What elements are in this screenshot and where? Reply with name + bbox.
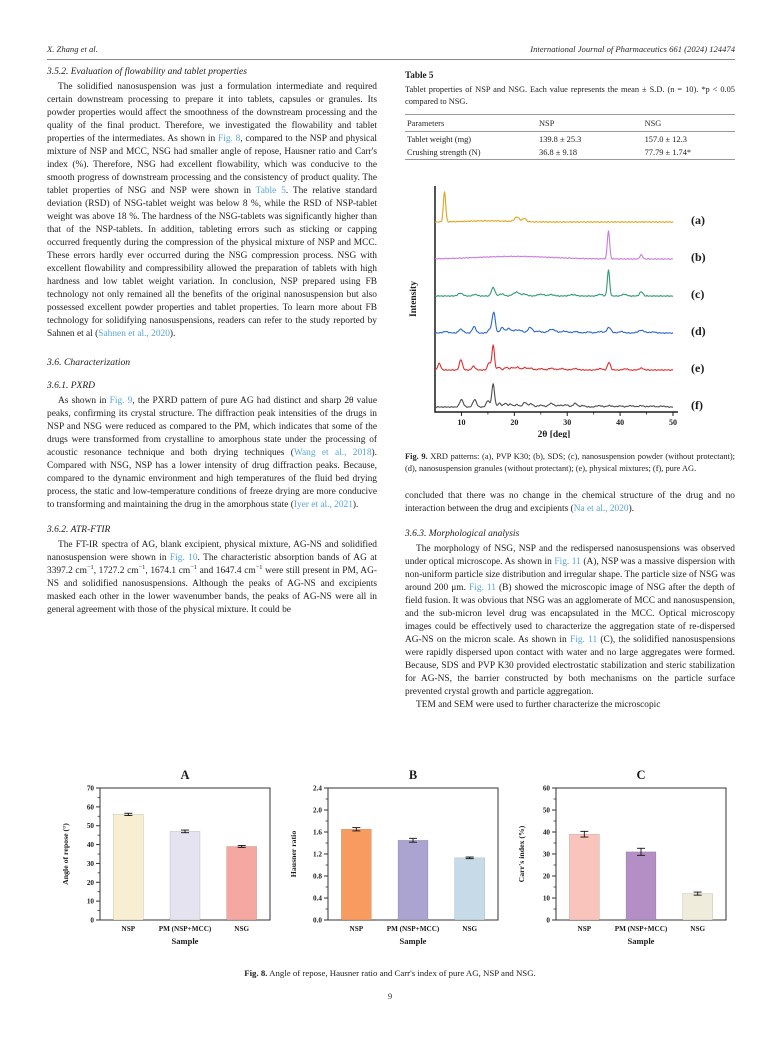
svg-text:NSG: NSG xyxy=(690,925,706,933)
page-number: 9 xyxy=(387,991,393,1001)
citation-link[interactable]: Fig. 8 xyxy=(218,134,241,144)
svg-text:20: 20 xyxy=(86,878,94,887)
svg-text:0.4: 0.4 xyxy=(313,894,322,903)
svg-text:Sample: Sample xyxy=(171,936,199,946)
svg-text:0: 0 xyxy=(546,916,550,925)
figure9-caption: Fig. 9. XRD patterns: (a), PVP K30; (b), SDS; (c), nanosuspension powder (without protectant); (d), nanosuspension granules (without protectant); (e), physical mixtures; (f), pure AG. xyxy=(405,452,735,473)
svg-text:PM (NSP+MCC): PM (NSP+MCC) xyxy=(614,925,668,933)
svg-text:50: 50 xyxy=(669,418,677,428)
table-cell: Crushing strength (N) xyxy=(407,148,481,158)
section-heading-3-6-3: 3.6.3. Morphological analysis xyxy=(405,528,520,539)
svg-text:30: 30 xyxy=(86,859,94,868)
citation-link[interactable]: Na et al., 2020 xyxy=(573,503,629,514)
svg-text:0: 0 xyxy=(90,916,94,925)
section-heading-3-6: 3.6. Characterization xyxy=(47,357,131,368)
section-heading-3-5-2: 3.5.2. Evaluation of flowability and tablet properties xyxy=(47,67,247,77)
svg-text:(c): (c) xyxy=(691,287,705,302)
section-heading-3-6-1: 3.6.1. PXRD xyxy=(47,381,96,391)
svg-text:NSP: NSP xyxy=(349,925,364,933)
svg-text:50: 50 xyxy=(542,806,550,815)
svg-text:50: 50 xyxy=(86,822,94,831)
table-cell: 139.8 ± 25.3 xyxy=(539,134,582,144)
svg-text:0.8: 0.8 xyxy=(313,872,322,881)
header-author: X. Zhang et al. xyxy=(47,44,98,54)
svg-text:10: 10 xyxy=(86,897,94,906)
svg-text:30: 30 xyxy=(563,418,572,428)
svg-text:B: B xyxy=(408,768,418,782)
svg-text:1.6: 1.6 xyxy=(313,828,322,837)
table5-column-header: NSP xyxy=(539,118,555,128)
svg-text:NSP: NSP xyxy=(121,925,136,933)
svg-text:2.4: 2.4 xyxy=(313,784,322,793)
table-row xyxy=(405,132,735,146)
svg-text:Carr's index (%): Carr's index (%) xyxy=(517,825,526,883)
svg-text:1.2: 1.2 xyxy=(313,850,322,859)
table-cell: 77.79 ± 1.74* xyxy=(644,148,692,158)
svg-text:(b): (b) xyxy=(691,250,706,265)
bar-chart-c xyxy=(514,766,736,963)
page-header xyxy=(47,44,735,54)
svg-text:10: 10 xyxy=(542,894,550,903)
svg-text:60: 60 xyxy=(86,803,94,812)
svg-text:PM (NSP+MCC): PM (NSP+MCC) xyxy=(386,925,440,933)
figure8-caption: Fig. 8. Angle of repose, Hausner ratio and Carr's index of pure AG, NSP and NSG. xyxy=(244,967,536,978)
bar-chart-b xyxy=(286,766,508,963)
table-cell: 36.8 ± 9.18 xyxy=(539,148,578,158)
svg-text:Sample: Sample xyxy=(399,936,427,946)
xrd-chart xyxy=(405,176,735,443)
two-column-body xyxy=(47,67,735,712)
svg-text:Sample: Sample xyxy=(627,936,655,946)
svg-text:A: A xyxy=(180,768,190,782)
svg-text:20: 20 xyxy=(542,872,550,881)
svg-text:10: 10 xyxy=(457,418,466,428)
svg-text:(d): (d) xyxy=(691,324,706,339)
table5-caption: Tablet properties of NSP and NSG. Each value represents the mean ± S.D. (n = 10). *p < 0.05 compared to NSG. xyxy=(405,85,735,106)
citation-link[interactable]: Fig. 11 xyxy=(554,556,581,567)
bar-chart-a xyxy=(58,766,280,963)
svg-text:0.0: 0.0 xyxy=(313,916,322,925)
svg-text:60: 60 xyxy=(542,784,550,793)
paragraph-continued: concluded that there was no change in the chemical structure of the drug and no interaction between the drug and excipients (Na et al., 2020). xyxy=(405,490,735,514)
figure9 xyxy=(405,176,735,443)
svg-text:NSG: NSG xyxy=(234,925,250,933)
svg-text:30: 30 xyxy=(542,850,550,859)
paragraph-3-6-1: As shown in Fig. 9, the PXRD pattern of pure AG had distinct and sharp 2θ value peaks, confirming its crystal structure. The diffraction peak intensities of the drugs in NSP and NSG were reduced as compared to the PM, which indicates that some of the drugs were transformed from crystalline to amorphous state under the processing of acoustic resonance technique and both drying techniques (Wang et al., 2018). Compared with NSG, NSP has a lower intensity of drug diffraction peaks. Because, compared to the dynamic environment and high temperatures of the fluid bed drying process, the static and low-temperature conditions of freeze drying are more conducive to transforming and maintaining the drug in the amorphous state (Iyer et al., 2021). xyxy=(47,396,377,510)
citation-link[interactable]: Wang et al., 2018 xyxy=(293,448,372,458)
table5-label: Table 5 xyxy=(405,70,434,80)
paragraph-3-6-3-b: TEM and SEM were used to further characterize the microscopic xyxy=(416,699,661,710)
svg-text:NSP: NSP xyxy=(577,925,592,933)
paragraph-3-6-3: The morphology of NSG, NSP and the redispersed nanosuspensions was observed under optical microscope. As shown in Fig. 11 (A), NSP was a massive dispersion with non-uniform particle size distribution and irregular shape. The particle size of NSG was around 200 μm. Fig. 11 (B) showed the microscopic image of NSG after the depth of field fusion. It was obvious that NSG was an agglomerate of MCC and nanosuspension, and the sub-micron level drug was encapsulated in the MCC. Optical microscopy images could be effectively used to characterize the aggregation state of re-dispersed AG-NS on the micron scale. As shown in Fig. 11 (C), the solidified nanosuspensions were rapidly dispersed upon contact with water and no large aggregates were formed. Because, SDS and PVP K30 provided electrostatic stabilization and steric stabilization for AG-NS, the barrier constructed by both mechanisms on the particle surface prevented crystal growth and particle aggregation. xyxy=(405,543,735,697)
table-cell: Tablet weight (mg) xyxy=(407,134,472,144)
citation-link[interactable]: Table 5 xyxy=(255,186,286,196)
table5-column-header: Parameters xyxy=(407,118,445,128)
svg-text:PM (NSP+MCC): PM (NSP+MCC) xyxy=(158,925,212,933)
svg-text:(e): (e) xyxy=(691,361,705,376)
svg-text:40: 40 xyxy=(616,418,625,428)
svg-text:20: 20 xyxy=(510,418,519,428)
svg-text:70: 70 xyxy=(86,784,94,793)
paragraph-3-5-2: The solidified nanosuspension was just a formulation intermediate and required certain downstream processing to prepare it into tablets, capsules or granules. Its powder properties would affect the smoothness of the downstream processing and the quality of the final product. Therefore, we investigated the flowability and tablet properties of the intermediates. As shown in Fig. 8, compared to the NSP and physical mixture of NSP and MCC, NSG had smaller angle of repose, Hausner ratio and Carr's index (%). Therefore, NSG had excellent flowability, which was conducive to the smooth progress of downstream processing and the consistency of product quality. The tablet properties of NSG and NSP were shown in Table 5. The relative standard deviation (RSD) of NSG-tablet weight was below 8 %, while the RSD of NSP-tablet weight was above 18 %. The hardness of the NSG-tablets was significantly higher than that of the NSP-tablets. In addition, tableting errors such as sticking or capping occurred frequently during the compression of the physical mixture of NSP and MCC. These errors hardly ever occurred during the NSG compression process. NSG with excellent flowability and compressibility allowed the preparation of tablets with high hardness and low tablet weight variation. In conclusion, NSP prepared using FB technology not only remained all the benefits of the original nanosuspension but also possessed excellent powder properties and tablet properties. To learn more about FB technology for solidifying nanosuspensions, readers can refer to the study reported by Sahnen et al (Sahnen et al., 2020). xyxy=(47,82,377,339)
svg-text:(a): (a) xyxy=(691,213,705,228)
svg-text:Hausner ratio: Hausner ratio xyxy=(289,830,298,878)
svg-text:C: C xyxy=(636,768,646,782)
svg-text:Angle of repose (°): Angle of repose (°) xyxy=(61,823,70,885)
svg-text:40: 40 xyxy=(542,828,550,837)
figure8 xyxy=(58,766,736,963)
right-column xyxy=(405,67,735,712)
section-heading-3-6-2: 3.6.2. ATR-FTIR xyxy=(47,525,111,535)
left-column xyxy=(47,67,377,712)
table5-column-header: NSG xyxy=(644,118,662,128)
citation-link[interactable]: Fig. 11 xyxy=(570,634,598,645)
svg-text:2θ [deg]: 2θ [deg] xyxy=(537,430,571,439)
svg-text:NSG: NSG xyxy=(462,925,478,933)
citation-link[interactable]: Sahnen et al., 2020 xyxy=(98,329,170,339)
svg-text:Intensity: Intensity xyxy=(409,281,419,318)
svg-text:40: 40 xyxy=(86,841,94,850)
table-row xyxy=(405,146,735,160)
citation-link[interactable]: Fig. 10 xyxy=(169,553,198,563)
table-cell: 157.0 ± 12.3 xyxy=(644,134,687,144)
svg-text:(f): (f) xyxy=(691,398,703,413)
header-divider xyxy=(47,59,735,60)
svg-text:2.0: 2.0 xyxy=(313,806,322,815)
paragraph-3-6-2: The FT-IR spectra of AG, blank excipient, physical mixture, AG-NS and solidified nanosuspension were shown in Fig. 10. The characteristic absorption bands of AG at 3397.2 $cm^{-1}$, 1727.2 $cm^{-1}$, 1674.1 $cm^{-1}$ and 1647.4 $cm^{-1}$ were still present in PM, AG-NS and solidified nanosuspensions. Although the peaks of AG-NS and excipients masked each other in the lower wavenumber bands, the peaks of AG-NS were all in general agreement with those of the physical mixture. It could be xyxy=(47,540,377,615)
header-journal: International Journal of Pharmaceutics 661 (2024) 124474 xyxy=(530,44,735,54)
table5 xyxy=(405,114,735,160)
citation-link[interactable]: Fig. 11 xyxy=(469,582,496,593)
citation-link[interactable]: Fig. 9 xyxy=(109,396,133,406)
citation-link[interactable]: Iyer et al., 2021 xyxy=(293,500,353,510)
